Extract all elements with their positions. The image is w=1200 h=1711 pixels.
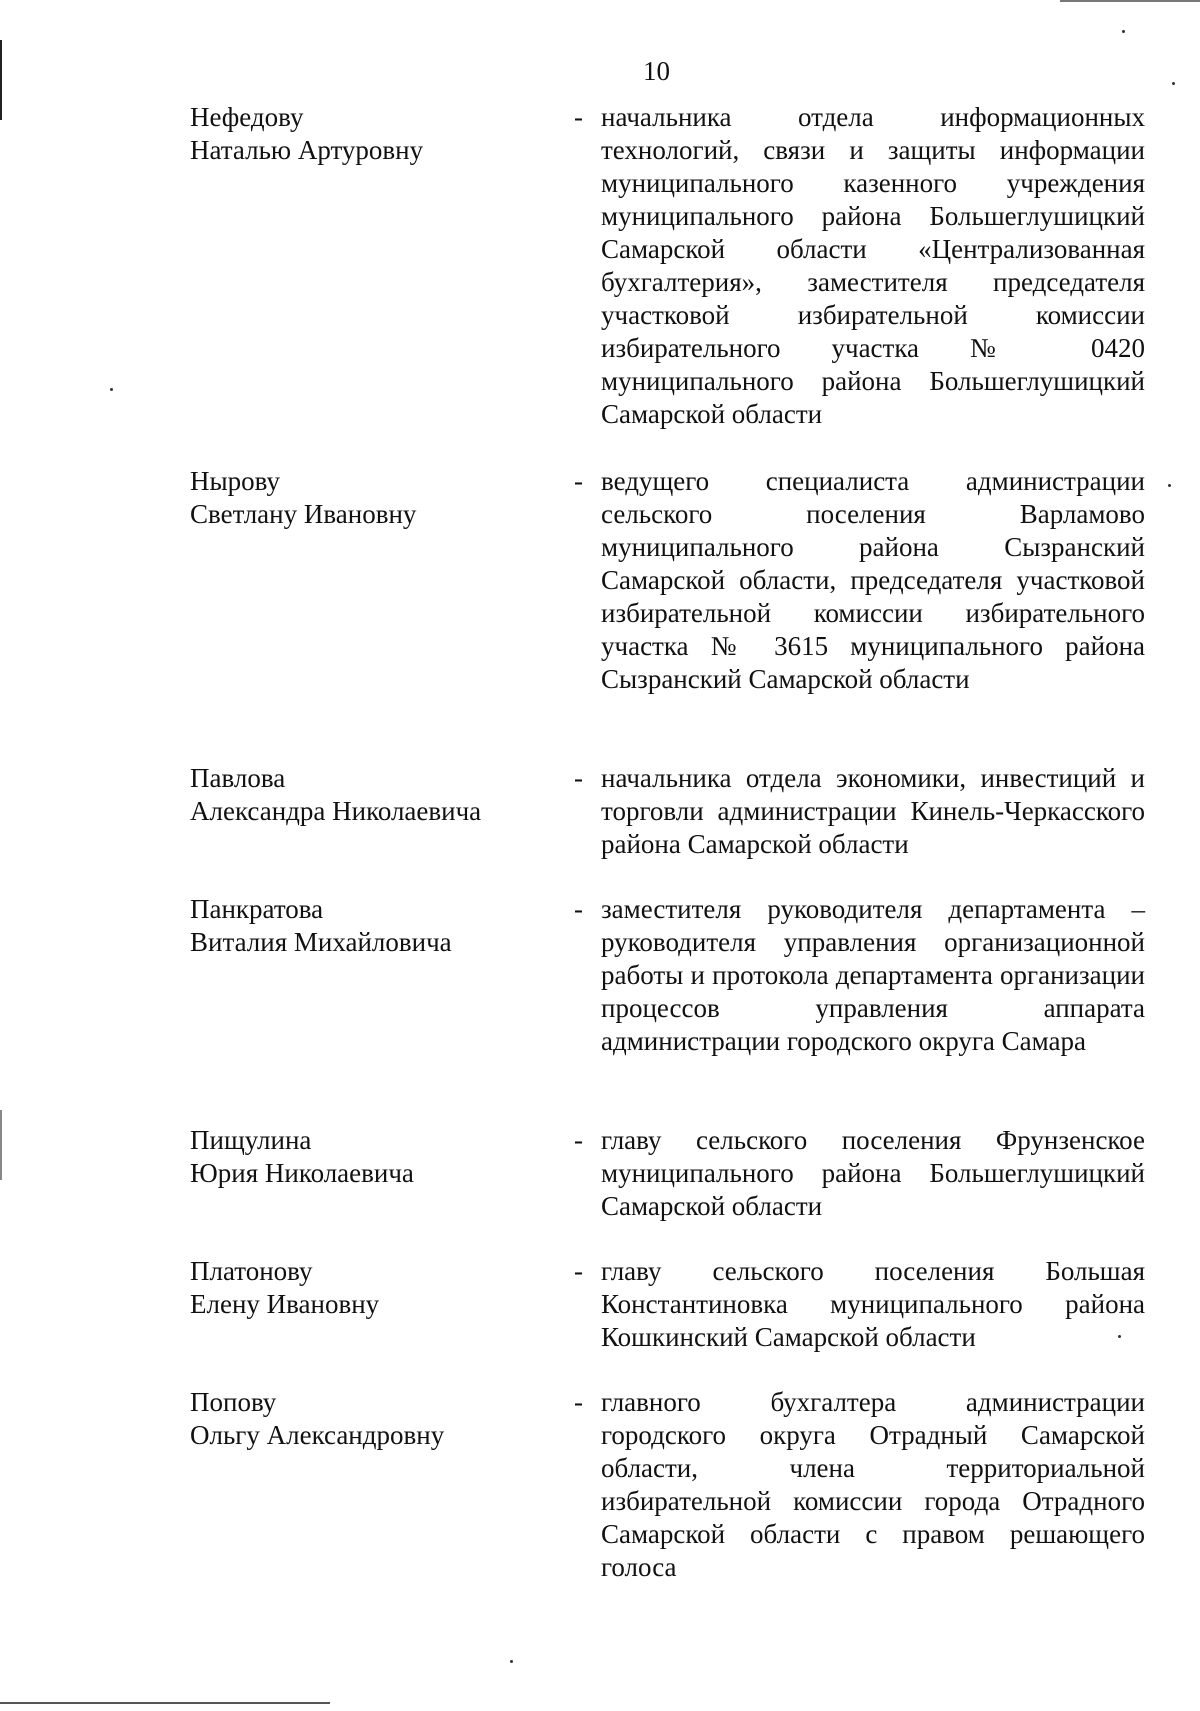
appointee-surname: Панкратова [190, 894, 324, 924]
appointee-given-names: Елену Ивановну [190, 1289, 380, 1319]
scan-speck [1172, 82, 1175, 85]
scan-edge-mark [0, 1702, 330, 1704]
scan-edge-mark [0, 40, 2, 120]
appointee-given-names: Виталия Михайловича [190, 927, 452, 957]
entry-dash: - [574, 1387, 583, 1417]
scan-speck [1168, 484, 1171, 487]
appointee-position: главного бухгалтера администрации городского округа Отрадный Самарской области, члена территориальной избирательной комиссии города Отрадного Самарской области с правом решающего голоса [601, 1387, 1145, 1582]
scan-speck [110, 388, 113, 391]
appointee-position: начальника отдела информационных технологий, связи и защиты информации муниципального казенного учреждения муниципального района Большеглушицкий Самарской области «Централизованная бухгалтерия», заместителя председателя участковой избирательной комиссии избирательного участка № 0420 муниципального района Большеглушицкий Самарской области [601, 102, 1145, 429]
appointee-position: главу сельского поселения Фрунзенское муниципального района Большеглушицкий Самарской области [601, 1125, 1145, 1221]
appointee-position: заместителя руководителя департамента – руководителя управления организационной работы и протокола департамента организации процессов управления аппарата администрации городского округа Самара [601, 894, 1145, 1056]
appointee-name [190, 101, 520, 167]
scan-speck [510, 1660, 513, 1663]
appointee-given-names: Наталью Артуровну [190, 135, 424, 165]
appointee-given-names: Александра Николаевича [190, 796, 482, 826]
scan-edge-mark [1060, 0, 1200, 2]
entry-dash: - [574, 102, 583, 132]
appointee-given-names: Юрия Николаевича [190, 1158, 414, 1188]
appointee-surname: Павлова [190, 763, 286, 793]
appointee-surname: Нефедову [190, 102, 304, 132]
entry-dash: - [574, 1125, 583, 1155]
appointee-name [190, 762, 520, 828]
entry-dash: - [574, 763, 583, 793]
appointee-surname: Платонову [190, 1256, 313, 1286]
appointee-given-names: Ольгу Александровну [190, 1420, 445, 1450]
appointee-name [190, 465, 520, 531]
appointee-surname: Пищулина [190, 1125, 312, 1155]
appointee-name [190, 1124, 520, 1190]
appointee-name [190, 1386, 520, 1452]
appointee-position: начальника отдела экономики, инвестиций и торговли администрации Кинель-Черкасского района Самарской области [601, 763, 1145, 859]
entry-dash: - [574, 1256, 583, 1286]
appointee-name [190, 893, 520, 959]
scan-edge-mark [0, 1110, 2, 1180]
appointee-surname: Попову [190, 1387, 277, 1417]
entry-dash: - [574, 894, 583, 924]
entry-dash: - [574, 466, 583, 496]
appointee-position: ведущего специалиста администрации сельского поселения Варламово муниципального района Сызранский Самарской области, председателя участковой избирательной комиссии избирательного участка № 3615 муниципального района Сызранский Самарской области [601, 466, 1145, 694]
appointee-position: главу сельского поселения Большая Константиновка муниципального района Кошкинский Самарской области [601, 1256, 1145, 1352]
appointee-given-names: Светлану Ивановну [190, 499, 417, 529]
page-number: 10 [643, 56, 670, 86]
appointee-surname: Нырову [190, 466, 280, 496]
scan-speck [1122, 30, 1125, 33]
appointee-name [190, 1255, 520, 1321]
